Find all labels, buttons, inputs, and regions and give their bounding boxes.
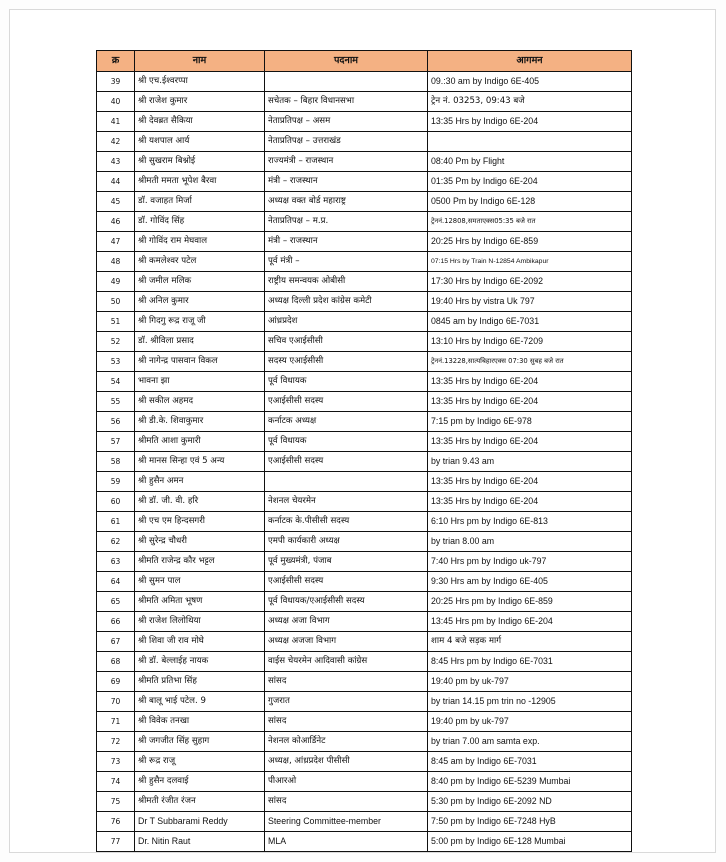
name-cell: श्री एच एम हिन्दसगरी	[135, 512, 265, 532]
table-row	[97, 472, 632, 492]
arrival-cell: 13:35 Hrs by Indigo 6E-204	[428, 472, 632, 492]
name-cell: Dr T Subbarami Reddy	[135, 812, 265, 832]
serial-cell: 73	[97, 752, 135, 772]
designation-cell: एआईसीसी सदस्य	[265, 452, 428, 472]
arrival-cell: ट्रेन नं. 03253, 09:43 बजे	[428, 92, 632, 112]
designation-cell: अध्यक्ष अजा विभाग	[265, 612, 428, 632]
table-row	[97, 572, 632, 592]
serial-cell: 70	[97, 692, 135, 712]
arrival-cell: by trian 8.00 am	[428, 532, 632, 552]
table-row	[97, 732, 632, 752]
arrival-cell	[428, 132, 632, 152]
arrival-cell: 13:35 Hrs by Indigo 6E-204	[428, 492, 632, 512]
arrival-cell: 0500 Pm by Indigo 6E-128	[428, 192, 632, 212]
table-row	[97, 752, 632, 772]
arrival-cell: 08:40 Pm by Flight	[428, 152, 632, 172]
designation-cell: नेताप्रतिपक्ष – म.प्र.	[265, 212, 428, 232]
serial-cell: 48	[97, 252, 135, 272]
name-cell: भावना झा	[135, 372, 265, 392]
name-cell: श्री गिदगु रूद्र राजू जी	[135, 312, 265, 332]
header-serial: क्र	[97, 51, 135, 72]
designation-cell: कर्नाटक अध्यक्ष	[265, 412, 428, 432]
designation-cell: नेताप्रतिपक्ष – असम	[265, 112, 428, 132]
arrival-cell: 5:00 pm by Indigo 6E-128 Mumbai	[428, 832, 632, 852]
arrival-cell: 13:45 Hrs pm by Indigo 6E-204	[428, 612, 632, 632]
arrival-cell: 17:30 Hrs by Indigo 6E-2092	[428, 272, 632, 292]
name-cell: Dr. Nitin Raut	[135, 832, 265, 852]
table-row	[97, 152, 632, 172]
designation-cell: सांसद	[265, 792, 428, 812]
name-cell: श्री बालू भाई पटेल. 9	[135, 692, 265, 712]
name-cell: श्री हुसैन दलवाई	[135, 772, 265, 792]
designation-cell: सचेतक – बिहार विधानसभा	[265, 92, 428, 112]
table-row	[97, 832, 632, 852]
serial-cell: 47	[97, 232, 135, 252]
table-row	[97, 492, 632, 512]
table-row	[97, 632, 632, 652]
designation-cell: सांसद	[265, 672, 428, 692]
designation-cell: पीआरओ	[265, 772, 428, 792]
table-row	[97, 132, 632, 152]
serial-cell: 77	[97, 832, 135, 852]
arrival-cell: 13:35 Hrs by Indigo 6E-204	[428, 432, 632, 452]
table-row	[97, 412, 632, 432]
arrival-cell: by trian 9.43 am	[428, 452, 632, 472]
header-arrival: आगमन	[428, 51, 632, 72]
table-row	[97, 372, 632, 392]
designation-cell: अध्यक्ष, आंध्रप्रदेश पीसीसी	[265, 752, 428, 772]
table-row	[97, 212, 632, 232]
designation-cell: Steering Committee-member	[265, 812, 428, 832]
serial-cell: 71	[97, 712, 135, 732]
table-row	[97, 252, 632, 272]
table-row	[97, 552, 632, 572]
name-cell: श्री जमील मलिक	[135, 272, 265, 292]
arrival-cell: 8:45 am by Indigo 6E-7031	[428, 752, 632, 772]
arrival-cell: शाम 4 बजे सड़क मार्ग	[428, 632, 632, 652]
table-row	[97, 812, 632, 832]
name-cell: श्री डी.के. शिवाकुमार	[135, 412, 265, 432]
designation-cell: पूर्व विधायक	[265, 432, 428, 452]
table-row	[97, 512, 632, 532]
serial-cell: 61	[97, 512, 135, 532]
table-row	[97, 792, 632, 812]
arrival-cell: ट्रेननं.12808,समताएक्स05:35 बजे रात	[428, 212, 632, 232]
designation-cell: अध्यक्ष दिल्ली प्रदेश कांग्रेस कमेटी	[265, 292, 428, 312]
arrival-cell: 20:25 Hrs pm by Indigo 6E-859	[428, 592, 632, 612]
table-row	[97, 112, 632, 132]
designation-cell: एआईसीसी सदस्य	[265, 392, 428, 412]
table-row	[97, 692, 632, 712]
table-row	[97, 672, 632, 692]
name-cell: डॉ. गोविंद सिंह	[135, 212, 265, 232]
name-cell: श्री डॉ. जी. वी. हरि	[135, 492, 265, 512]
serial-cell: 74	[97, 772, 135, 792]
arrival-cell: 7:50 pm by Indigo 6E-7248 HyB	[428, 812, 632, 832]
arrival-cell: 5:30 pm by Indigo 6E-2092 ND	[428, 792, 632, 812]
name-cell: श्री अनिल कुमार	[135, 292, 265, 312]
serial-cell: 60	[97, 492, 135, 512]
arrival-cell: 13:35 Hrs by Indigo 6E-204	[428, 112, 632, 132]
designation-cell: सांसद	[265, 712, 428, 732]
name-cell: श्री कमलेश्वर पटेल	[135, 252, 265, 272]
serial-cell: 52	[97, 332, 135, 352]
table-row	[97, 232, 632, 252]
serial-cell: 65	[97, 592, 135, 612]
table-row	[97, 592, 632, 612]
header-designation: पदनाम	[265, 51, 428, 72]
designation-cell: आंध्रप्रदेश	[265, 312, 428, 332]
name-cell: श्री विवेक तनखा	[135, 712, 265, 732]
name-cell: श्रीमति अमिता भूषण	[135, 592, 265, 612]
arrival-cell: 6:10 Hrs pm by Indigo 6E-813	[428, 512, 632, 532]
serial-cell: 46	[97, 212, 135, 232]
name-cell: श्रीमति आशा कुमारी	[135, 432, 265, 452]
name-cell: श्री सुखराम बिश्नोई	[135, 152, 265, 172]
designation-cell: पूर्व मंत्री –	[265, 252, 428, 272]
table-row	[97, 72, 632, 92]
table-row	[97, 712, 632, 732]
designation-cell: नेताप्रतिपक्ष – उत्तराखंड	[265, 132, 428, 152]
name-cell: श्री शिवा जी राव मोघे	[135, 632, 265, 652]
serial-cell: 51	[97, 312, 135, 332]
serial-cell: 75	[97, 792, 135, 812]
table-row	[97, 452, 632, 472]
designation-cell	[265, 72, 428, 92]
arrival-cell: ट्रेननं.13228,सात्यबिहारएक्स 07:30 सुबह बजे रात	[428, 352, 632, 372]
designation-cell: पूर्व मुख्यमंत्री, पंजाब	[265, 552, 428, 572]
name-cell: श्रीमति राजेन्द्र कौर भट्टल	[135, 552, 265, 572]
arrival-cell: 09.:30 am by Indigo 6E-405	[428, 72, 632, 92]
arrival-cell: 13:35 Hrs by Indigo 6E-204	[428, 372, 632, 392]
name-cell: श्री यशपाल आर्य	[135, 132, 265, 152]
table-row	[97, 432, 632, 452]
serial-cell: 44	[97, 172, 135, 192]
designation-cell: राज्यमंत्री – राजस्थान	[265, 152, 428, 172]
name-cell: श्रीमती ममता भूपेश बैरवा	[135, 172, 265, 192]
designation-cell: पूर्व विधायक	[265, 372, 428, 392]
serial-cell: 68	[97, 652, 135, 672]
designation-cell: मंत्री – राजस्थान	[265, 172, 428, 192]
designation-cell: अध्यक्ष अजजा विभाग	[265, 632, 428, 652]
designation-cell: नेशनल कोआर्डिनेट	[265, 732, 428, 752]
name-cell: श्री जगजीत सिंह सुहाग	[135, 732, 265, 752]
table-row	[97, 532, 632, 552]
header-name: नाम	[135, 51, 265, 72]
table-row	[97, 652, 632, 672]
name-cell: श्री डॉ. बेल्लाईह नायक	[135, 652, 265, 672]
serial-cell: 56	[97, 412, 135, 432]
designation-cell: राष्ट्रीय समन्वयक ओबीसी	[265, 272, 428, 292]
designation-cell: कर्नाटक के.पीसीसी सदस्य	[265, 512, 428, 532]
arrival-cell: 7:40 Hrs pm by Indigo uk-797	[428, 552, 632, 572]
serial-cell: 69	[97, 672, 135, 692]
table-row	[97, 92, 632, 112]
serial-cell: 45	[97, 192, 135, 212]
serial-cell: 66	[97, 612, 135, 632]
serial-cell: 43	[97, 152, 135, 172]
name-cell: श्री राजेश कुमार	[135, 92, 265, 112]
designation-cell	[265, 472, 428, 492]
arrival-cell: 13:10 Hrs by Indigo 6E-7209	[428, 332, 632, 352]
serial-cell: 72	[97, 732, 135, 752]
arrival-cell: 13:35 Hrs by Indigo 6E-204	[428, 392, 632, 412]
serial-cell: 41	[97, 112, 135, 132]
name-cell: श्री गोविंद राम मेघवाल	[135, 232, 265, 252]
designation-cell: एआईसीसी सदस्य	[265, 572, 428, 592]
table-header-row	[97, 51, 632, 72]
designation-cell: नेशनल चेयरमेन	[265, 492, 428, 512]
designation-cell: सचिव एआईसीसी	[265, 332, 428, 352]
serial-cell: 62	[97, 532, 135, 552]
arrival-cell: 20:25 Hrs by Indigo 6E-859	[428, 232, 632, 252]
name-cell: श्री रूद्र राजू	[135, 752, 265, 772]
name-cell: श्री सकील अहमद	[135, 392, 265, 412]
table-row	[97, 392, 632, 412]
designation-cell: मंत्री – राजस्थान	[265, 232, 428, 252]
table-row	[97, 772, 632, 792]
serial-cell: 64	[97, 572, 135, 592]
arrival-cell: 19:40 pm by uk-797	[428, 672, 632, 692]
designation-cell: MLA	[265, 832, 428, 852]
arrival-cell: 01:35 Pm by Indigo 6E-204	[428, 172, 632, 192]
arrival-cell: 9:30 Hrs am by Indigo 6E-405	[428, 572, 632, 592]
name-cell: श्री एच.ईश्वरप्पा	[135, 72, 265, 92]
name-cell: श्रीमति प्रतिभा सिंह	[135, 672, 265, 692]
arrival-cell: 19:40 pm by uk-797	[428, 712, 632, 732]
arrival-cell: 07:15 Hrs by Train N-12854 Ambikapur	[428, 252, 632, 272]
serial-cell: 49	[97, 272, 135, 292]
name-cell: श्री मानस सिन्हा एवं 5 अन्य	[135, 452, 265, 472]
table-row	[97, 332, 632, 352]
serial-cell: 57	[97, 432, 135, 452]
table-row	[97, 352, 632, 372]
serial-cell: 50	[97, 292, 135, 312]
serial-cell: 39	[97, 72, 135, 92]
serial-cell: 63	[97, 552, 135, 572]
name-cell: श्री नागेन्द्र पासवान विकल	[135, 352, 265, 372]
table-row	[97, 292, 632, 312]
serial-cell: 58	[97, 452, 135, 472]
designation-cell: एमपी कार्यकारी अध्यक्ष	[265, 532, 428, 552]
serial-cell: 67	[97, 632, 135, 652]
name-cell: डॉ. वजाहत मिर्जा	[135, 192, 265, 212]
table-row	[97, 612, 632, 632]
serial-cell: 59	[97, 472, 135, 492]
serial-cell: 76	[97, 812, 135, 832]
serial-cell: 40	[97, 92, 135, 112]
name-cell: डॉ. श्रीविला प्रसाद	[135, 332, 265, 352]
table-row	[97, 312, 632, 332]
name-cell: श्री राजेश लिलोथिया	[135, 612, 265, 632]
serial-cell: 53	[97, 352, 135, 372]
table-row	[97, 172, 632, 192]
serial-cell: 42	[97, 132, 135, 152]
designation-cell: पूर्व विधायक/एआईसीसी सदस्य	[265, 592, 428, 612]
serial-cell: 55	[97, 392, 135, 412]
designation-cell: अध्यक्ष वक्त बोर्ड महाराष्ट्र	[265, 192, 428, 212]
arrival-cell: by trian 14.15 pm trin no -12905	[428, 692, 632, 712]
arrival-cell: 19:40 Hrs by vistra Uk 797	[428, 292, 632, 312]
name-cell: श्रीमती रंजीत रंजन	[135, 792, 265, 812]
name-cell: श्री हुसैन अमन	[135, 472, 265, 492]
arrival-table	[96, 50, 632, 852]
arrival-cell: by trian 7.00 am samta exp.	[428, 732, 632, 752]
arrival-cell: 8:45 Hrs pm by Indigo 6E-7031	[428, 652, 632, 672]
table-row	[97, 272, 632, 292]
arrival-cell: 7:15 pm by Indigo 6E-978	[428, 412, 632, 432]
arrival-cell: 8:40 pm by Indigo 6E-5239 Mumbai	[428, 772, 632, 792]
serial-cell: 54	[97, 372, 135, 392]
table-row	[97, 192, 632, 212]
name-cell: श्री देवब्रत सैकिया	[135, 112, 265, 132]
designation-cell: सदस्य एआईसीसी	[265, 352, 428, 372]
name-cell: श्री सुमन पाल	[135, 572, 265, 592]
designation-cell: वाईस चेयरमेन आदिवासी कांग्रेस	[265, 652, 428, 672]
designation-cell: गुजरात	[265, 692, 428, 712]
name-cell: श्री सुरेन्द्र चौधरी	[135, 532, 265, 552]
arrival-cell: 0845 am by Indigo 6E-7031	[428, 312, 632, 332]
